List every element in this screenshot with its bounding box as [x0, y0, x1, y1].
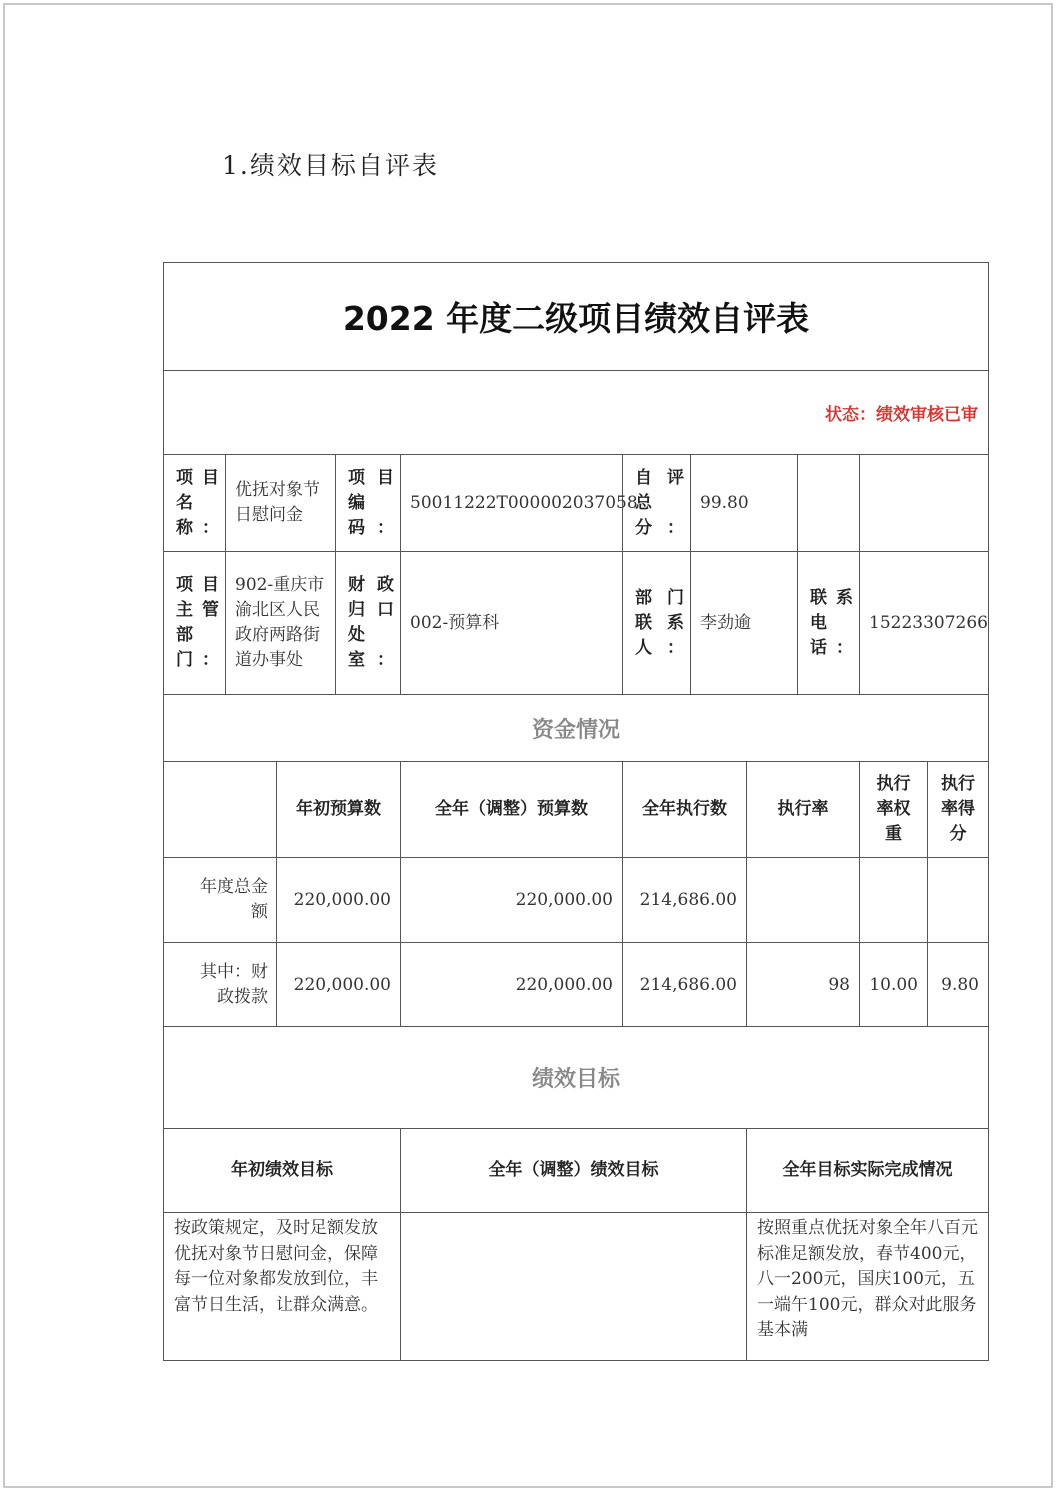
goals-adjusted-text — [401, 1213, 746, 1361]
goals-header-actual: 全年目标实际完成情况 — [782, 1160, 953, 1180]
funds-cell: 214,686.00 — [639, 974, 737, 995]
funds-header-initial-budget: 年初预算数 — [296, 799, 381, 819]
phone-label: 联系电话： — [810, 587, 853, 658]
funds-cell: 220,000.00 — [293, 890, 391, 910]
funds-cell — [747, 858, 859, 942]
funds-header-rate: 执行率 — [777, 799, 829, 819]
section-heading: 1.绩效目标自评表 — [222, 151, 439, 180]
funds-cell: 98 — [828, 974, 850, 995]
status-label: 状态：绩效审核已审 — [825, 405, 978, 425]
project-code-value: 50011222T000002037058 — [410, 492, 638, 513]
funds-row-label: 其中：财政拨款 — [200, 961, 268, 1007]
goals-actual-text: 按照重点优抚对象全年八百元标准足额发放，春节400元，八一200元，国庆100元，五一端午100元，群众对此服务基本满 — [757, 1218, 978, 1340]
dept-value: 902-重庆市渝北区人民政府两路街道办事处 — [235, 575, 325, 670]
funds-cell: 220,000.00 — [515, 974, 613, 995]
dept-label: 项目主管部门： — [176, 575, 219, 670]
goals-header-initial: 年初绩效目标 — [231, 1160, 333, 1180]
funds-cell: 10.00 — [869, 974, 918, 995]
funds-heading: 资金情况 — [531, 717, 620, 743]
funds-cell — [928, 858, 988, 942]
office-value: 002-预算科 — [410, 612, 500, 633]
funds-header-executed: 全年执行数 — [642, 799, 727, 819]
goals-heading: 绩效目标 — [531, 1067, 620, 1092]
project-name-value: 优抚对象节日慰问金 — [235, 480, 320, 525]
funds-cell: 9.80 — [941, 974, 979, 995]
evaluation-table — [163, 262, 989, 1361]
funds-cell — [860, 858, 927, 942]
phone-value: 15223307266 — [869, 612, 988, 633]
score-value: 99.80 — [700, 492, 749, 513]
funds-header-adjusted-budget: 全年（调整）预算数 — [435, 799, 588, 819]
funds-row-label: 年度总金额 — [200, 877, 268, 922]
contact-value: 李劲逾 — [700, 612, 751, 633]
office-label: 财政归口处室： — [348, 575, 394, 670]
funds-cell: 214,686.00 — [639, 890, 737, 910]
funds-header-score: 执行率得分 — [941, 774, 975, 844]
table-title: 2022 年度二级项目绩效自评表 — [342, 299, 810, 338]
goals-header-adjusted: 全年（调整）绩效目标 — [488, 1160, 659, 1180]
project-code-label: 项目编码： — [348, 467, 394, 538]
funds-cell: 220,000.00 — [515, 890, 613, 910]
contact-label: 部门联系人： — [635, 587, 684, 658]
goals-initial-text: 按政策规定，及时足额发放优抚对象节日慰问金，保障每一位对象都发放到位，丰富节日生活，让群众满意。 — [174, 1218, 378, 1315]
funds-header-weight: 执行率权重 — [876, 774, 911, 844]
project-name-label: 项目名称： — [176, 467, 219, 538]
funds-cell: 220,000.00 — [293, 974, 391, 995]
score-label: 自评总分： — [635, 467, 684, 538]
